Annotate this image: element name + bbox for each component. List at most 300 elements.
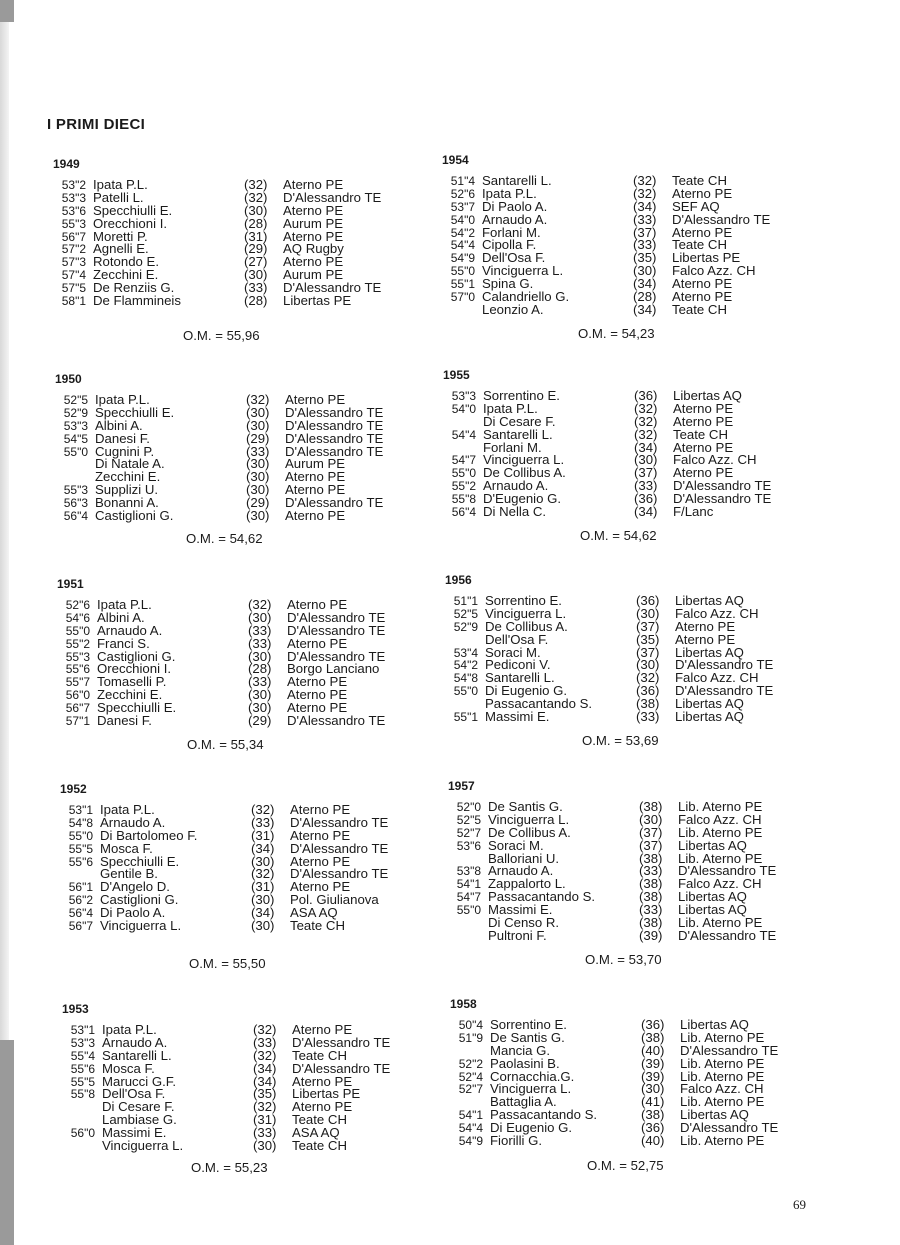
athlete-name: Danesi F. xyxy=(95,430,150,446)
athlete-age: (36) xyxy=(636,683,660,699)
athlete-age: (30) xyxy=(244,267,268,283)
athlete-name: Mosca F. xyxy=(100,840,153,856)
athlete-time: 55"3 xyxy=(63,483,88,498)
athlete-club: Libertas AQ xyxy=(678,889,747,905)
athlete-name: Castiglioni G. xyxy=(95,508,174,524)
athlete-age: (32) xyxy=(253,1022,277,1037)
athlete-age: (28) xyxy=(244,215,268,231)
athlete-age: (33) xyxy=(251,814,275,830)
athlete-club: Falco Azz. CH xyxy=(673,452,757,468)
athlete-name: Rotondo E. xyxy=(93,254,159,270)
athlete-time: 56"7 xyxy=(61,229,86,244)
athlete-time: 56"7 xyxy=(65,701,90,716)
athlete-time: 52"6 xyxy=(65,598,90,612)
athlete-club: D'Alessandro TE xyxy=(287,609,386,625)
athlete-club: Libertas PE xyxy=(292,1086,361,1102)
athlete-name: Castiglioni G. xyxy=(97,648,176,664)
athlete-age: (29) xyxy=(246,495,270,511)
athlete-name: Pultroni F. xyxy=(488,927,547,943)
athlete-age: (34) xyxy=(633,276,657,292)
athlete-time: 54"0 xyxy=(451,401,476,416)
athlete-time: 52"0 xyxy=(456,800,481,814)
athlete-time: 53"8 xyxy=(456,864,481,879)
athlete-club: Aurum PE xyxy=(285,456,346,472)
athlete-time: 55"1 xyxy=(450,277,475,292)
athlete-name: Orecchioni I. xyxy=(93,215,168,231)
athlete-time: 56"7 xyxy=(68,919,93,934)
athlete-club: D'Alessandro TE xyxy=(285,495,384,511)
athlete-club: Libertas AQ xyxy=(680,1017,749,1032)
athlete-club: Aterno PE xyxy=(292,1099,353,1115)
athlete-time: 55"6 xyxy=(68,854,93,869)
athlete-time: 55"0 xyxy=(456,903,481,918)
athlete-time: 54"4 xyxy=(450,238,475,253)
athlete-time: 52"5 xyxy=(453,606,478,621)
athlete-name: Cipolla F. xyxy=(482,237,537,253)
athlete-club: Falco Azz. CH xyxy=(680,1081,764,1097)
athlete-age: (34) xyxy=(633,198,657,214)
athlete-club: Aterno PE xyxy=(283,254,344,270)
athlete-club: Teate CH xyxy=(672,301,727,317)
athlete-club: Lib. Aterno PE xyxy=(678,799,763,814)
athlete-time: 54"1 xyxy=(456,877,481,892)
athlete-name: Ipata P.L. xyxy=(95,392,150,407)
athlete-name: Santarelli L. xyxy=(483,426,553,442)
athlete-age: (36) xyxy=(636,593,660,608)
average-om: O.M. = 55,23 xyxy=(191,1160,268,1175)
athlete-time: 51"4 xyxy=(450,174,475,188)
athlete-time: 54"4 xyxy=(451,427,476,442)
athlete-age: (34) xyxy=(634,439,658,455)
athlete-club: Aterno PE xyxy=(285,482,346,498)
athlete-age: (30) xyxy=(246,404,270,420)
year-heading: 1954 xyxy=(442,153,469,167)
athlete-club: Aterno PE xyxy=(283,202,344,218)
athlete-time: 54"8 xyxy=(453,671,478,686)
athlete-time: 53"6 xyxy=(456,838,481,853)
athlete-name: Passacantando S. xyxy=(485,696,593,712)
athlete-club: Aterno PE xyxy=(283,177,344,192)
athlete-age: (41) xyxy=(641,1094,665,1110)
athlete-club: D'Alessandro TE xyxy=(285,443,384,459)
athlete-club: Teate CH xyxy=(673,426,728,442)
year-heading: 1951 xyxy=(57,577,84,591)
athlete-age: (30) xyxy=(244,202,268,218)
athlete-name: Arnaudo A. xyxy=(100,814,166,830)
athlete-time: 55"0 xyxy=(451,466,476,481)
athlete-name: Zecchini E. xyxy=(97,687,163,703)
athlete-time: 54"2 xyxy=(453,658,478,673)
athlete-age: (31) xyxy=(244,228,268,244)
athlete-age: (30) xyxy=(246,508,270,524)
athlete-age: (32) xyxy=(251,802,275,817)
athlete-age: (38) xyxy=(639,889,663,905)
year-heading: 1952 xyxy=(60,782,87,796)
athlete-name: Specchiulli E. xyxy=(100,853,180,869)
athlete-time: 55"0 xyxy=(68,828,93,843)
athlete-club: D'Alessandro TE xyxy=(285,417,384,433)
athlete-name: Sorrentino E. xyxy=(485,593,562,608)
athlete-age: (34) xyxy=(634,504,658,520)
athlete-age: (30) xyxy=(633,263,657,279)
athlete-name: Vinciguerra L. xyxy=(485,605,567,621)
athlete-time: 55"8 xyxy=(451,492,476,507)
athlete-age: (30) xyxy=(641,1081,665,1097)
year-heading: 1953 xyxy=(62,1002,89,1016)
athlete-time: 53"3 xyxy=(70,1035,95,1050)
athlete-time: 55"5 xyxy=(70,1074,95,1089)
athlete-time: 55"5 xyxy=(68,841,93,856)
athlete-age: (39) xyxy=(641,1068,665,1084)
athlete-club: F/Lanc xyxy=(673,504,714,520)
athlete-club: Libertas PE xyxy=(672,250,741,266)
page-title: I PRIMI DIECI xyxy=(47,116,146,133)
athlete-age: (32) xyxy=(253,1099,277,1115)
athlete-name: Arnaudo A. xyxy=(102,1034,168,1050)
athlete-club: Aterno PE xyxy=(290,802,351,817)
athlete-name: Sorrentino E. xyxy=(490,1017,567,1032)
athlete-club: Aterno PE xyxy=(290,879,351,895)
athlete-club: Aterno PE xyxy=(287,700,348,716)
athlete-name: Battaglia A. xyxy=(490,1094,557,1110)
year-heading: 1949 xyxy=(53,157,80,171)
athlete-club: Lib. Aterno PE xyxy=(680,1055,765,1071)
athlete-name: Tomaselli P. xyxy=(97,674,167,690)
average-om: O.M. = 55,96 xyxy=(183,328,260,343)
athlete-club: D'Alessandro TE xyxy=(287,622,386,638)
athlete-club: Teate CH xyxy=(292,1138,347,1154)
athlete-time: 54"5 xyxy=(63,431,88,446)
athlete-name: Massimi E. xyxy=(102,1125,167,1141)
athlete-club: Libertas AQ xyxy=(678,902,747,918)
athlete-age: (33) xyxy=(244,280,268,296)
athlete-club: Aterno PE xyxy=(672,276,733,292)
athlete-name: Paolasini B. xyxy=(490,1055,560,1071)
athlete-club: Teate CH xyxy=(672,237,727,253)
athlete-name: Franci S. xyxy=(97,635,150,651)
athlete-club: ASA AQ xyxy=(290,905,338,921)
athlete-time: 56"3 xyxy=(63,496,88,511)
athlete-club: Aterno PE xyxy=(672,289,733,305)
athlete-name: Cugnini P. xyxy=(95,443,155,459)
athlete-age: (36) xyxy=(641,1017,665,1032)
athlete-club: Libertas AQ xyxy=(675,709,744,725)
athlete-club: D'Alessandro TE xyxy=(678,927,777,943)
athlete-time: 55"2 xyxy=(451,479,476,494)
athlete-name: Ipata P.L. xyxy=(100,802,155,817)
athlete-time: 52"5 xyxy=(456,812,481,827)
athlete-club: Libertas AQ xyxy=(675,593,744,608)
average-om: O.M. = 52,75 xyxy=(587,1158,664,1173)
athlete-age: (33) xyxy=(639,902,663,918)
athlete-club: Lib. Aterno PE xyxy=(678,850,763,866)
athlete-name: D'Angelo D. xyxy=(100,879,170,895)
athlete-age: (33) xyxy=(253,1125,277,1141)
athlete-name: Arnaudo A. xyxy=(488,863,554,879)
athlete-club: ASA AQ xyxy=(292,1125,340,1141)
athlete-age: (37) xyxy=(639,824,663,840)
athlete-name: Santarelli L. xyxy=(102,1047,172,1063)
athlete-time: 53"1 xyxy=(70,1023,95,1037)
athlete-name: De Collibus A. xyxy=(488,824,571,840)
athlete-time: 54"0 xyxy=(450,212,475,227)
athlete-age: (30) xyxy=(248,687,272,703)
athlete-name: Specchiulli E. xyxy=(97,700,177,716)
athlete-club: Lib. Aterno PE xyxy=(678,915,763,931)
athlete-age: (33) xyxy=(248,622,272,638)
athlete-name: Santarelli L. xyxy=(482,173,552,188)
athlete-name: Dell'Osa F. xyxy=(102,1086,166,1102)
year-heading: 1955 xyxy=(443,368,470,382)
athlete-name: Pediconi V. xyxy=(485,657,551,673)
athlete-time: 53"3 xyxy=(61,190,86,205)
athlete-club: Libertas AQ xyxy=(678,837,747,853)
athlete-age: (28) xyxy=(633,289,657,305)
spine-shadow-top xyxy=(0,0,14,22)
athlete-time: 53"7 xyxy=(450,199,475,214)
athlete-name: De Collibus A. xyxy=(483,465,566,481)
athlete-name: Arnaudo A. xyxy=(483,478,549,494)
athlete-name: Fiorilli G. xyxy=(490,1133,543,1149)
athlete-name: Vinciguerra L. xyxy=(483,452,565,468)
athlete-age: (28) xyxy=(248,661,272,677)
athlete-time: 55"7 xyxy=(65,675,90,690)
athlete-name: Santarelli L. xyxy=(485,670,555,686)
athlete-club: Aterno PE xyxy=(673,439,734,455)
athlete-time: 55"3 xyxy=(65,649,90,664)
athlete-name: De Renziis G. xyxy=(93,280,175,296)
athlete-time: 55"0 xyxy=(63,444,88,459)
athlete-time: 52"4 xyxy=(458,1069,483,1084)
athlete-club: Aterno PE xyxy=(287,687,348,703)
athlete-age: (30) xyxy=(248,700,272,716)
athlete-name: Albini A. xyxy=(97,609,145,625)
athlete-name: Sorrentino E. xyxy=(483,388,560,403)
athlete-club: Aterno PE xyxy=(285,392,346,407)
athlete-age: (35) xyxy=(636,631,660,647)
athlete-club: Aterno PE xyxy=(285,469,346,485)
athlete-time: 50"4 xyxy=(458,1018,483,1032)
athlete-age: (30) xyxy=(639,811,663,827)
athlete-club: Libertas AQ xyxy=(675,696,744,712)
athlete-club: Falco Azz. CH xyxy=(678,876,762,892)
athlete-age: (33) xyxy=(253,1034,277,1050)
athlete-time: 54"1 xyxy=(458,1108,483,1123)
athlete-club: Aterno PE xyxy=(287,674,348,690)
athlete-age: (30) xyxy=(246,469,270,485)
athlete-age: (32) xyxy=(248,597,272,612)
athlete-club: Borgo Lanciano xyxy=(287,661,380,677)
athlete-club: Aterno PE xyxy=(672,224,733,240)
athlete-time: 57"4 xyxy=(61,268,86,283)
athlete-age: (37) xyxy=(636,618,660,634)
athlete-name: Forlani M. xyxy=(483,439,542,455)
athlete-time: 56"1 xyxy=(68,880,93,895)
athlete-time: 53"2 xyxy=(61,178,86,192)
athlete-club: Lib. Aterno PE xyxy=(678,824,763,840)
athlete-time: 52"9 xyxy=(63,405,88,420)
athlete-time: 57"5 xyxy=(61,281,86,296)
athlete-name: Di Censo R. xyxy=(488,915,560,931)
athlete-club: D'Alessandro TE xyxy=(680,1120,779,1136)
athlete-time: 56"4 xyxy=(451,505,476,520)
athlete-name: Albini A. xyxy=(95,417,143,433)
athlete-name: Patelli L. xyxy=(93,189,144,205)
athlete-club: Aterno PE xyxy=(290,853,351,869)
athlete-time: 56"0 xyxy=(65,688,90,703)
athlete-name: Soraci M. xyxy=(485,644,541,660)
athlete-club: D'Alessandro TE xyxy=(673,478,772,494)
athlete-name: De Collibus A. xyxy=(485,618,568,634)
athlete-age: (33) xyxy=(639,863,663,879)
athlete-club: Aterno PE xyxy=(283,228,344,244)
athlete-age: (31) xyxy=(251,827,275,843)
athlete-club: D'Alessandro TE xyxy=(672,211,771,227)
year-heading: 1958 xyxy=(450,997,477,1011)
athlete-club: Aterno PE xyxy=(673,400,734,416)
athlete-age: (30) xyxy=(246,417,270,433)
athlete-time: 55"2 xyxy=(65,636,90,651)
athlete-age: (33) xyxy=(633,237,657,253)
athlete-name: Vinciguerra L. xyxy=(100,918,182,934)
athlete-name: Spina G. xyxy=(482,276,534,292)
athlete-age: (30) xyxy=(251,918,275,934)
athlete-age: (37) xyxy=(634,465,658,481)
athlete-age: (38) xyxy=(636,696,660,712)
athlete-club: Teate CH xyxy=(292,1047,347,1063)
athlete-time: 54"2 xyxy=(450,225,475,240)
athlete-time: 55"0 xyxy=(450,264,475,279)
athlete-club: Teate CH xyxy=(290,918,345,934)
athlete-age: (29) xyxy=(244,241,268,257)
athlete-name: Zecchini E. xyxy=(95,469,161,485)
athlete-club: Libertas AQ xyxy=(680,1107,749,1123)
athlete-age: (32) xyxy=(634,413,658,429)
athlete-time: 53"6 xyxy=(61,203,86,218)
athlete-time: 55"6 xyxy=(70,1061,95,1076)
spine-shadow-bottom xyxy=(0,1040,14,1245)
athlete-age: (32) xyxy=(634,426,658,442)
athlete-time: 55"6 xyxy=(65,662,90,677)
athlete-club: D'Alessandro TE xyxy=(283,189,382,205)
athlete-club: Aterno PE xyxy=(287,597,348,612)
year-heading: 1957 xyxy=(448,779,475,793)
athlete-name: Zecchini E. xyxy=(93,267,159,283)
athlete-name: Vinciguerra L. xyxy=(490,1081,572,1097)
athlete-name: De Santis G. xyxy=(488,799,563,814)
athlete-time: 51"9 xyxy=(458,1030,483,1045)
athlete-name: De Flammineis xyxy=(93,293,181,309)
athlete-name: Vinciguerra L. xyxy=(488,811,570,827)
athlete-age: (39) xyxy=(639,927,663,943)
athlete-time: 56"0 xyxy=(70,1126,95,1141)
athlete-name: Arnaudo A. xyxy=(97,622,163,638)
athlete-age: (40) xyxy=(641,1042,665,1058)
athlete-name: Di Cesare F. xyxy=(483,413,556,429)
page-number: 69 xyxy=(793,1197,806,1212)
athlete-time: 53"3 xyxy=(63,418,88,433)
athlete-name: Bonanni A. xyxy=(95,495,159,511)
athlete-club: Lib. Aterno PE xyxy=(680,1133,765,1149)
athlete-name: Dell'Osa F. xyxy=(482,250,546,266)
athlete-time: 57"0 xyxy=(450,290,475,305)
athlete-age: (29) xyxy=(246,430,270,446)
athlete-age: (38) xyxy=(641,1107,665,1123)
athlete-age: (38) xyxy=(639,799,663,814)
athlete-age: (34) xyxy=(251,840,275,856)
athlete-age: (38) xyxy=(641,1029,665,1045)
athlete-time: 57"3 xyxy=(61,255,86,270)
average-om: O.M. = 55,34 xyxy=(187,737,264,752)
athlete-age: (30) xyxy=(251,892,275,908)
athlete-age: (35) xyxy=(633,250,657,266)
athlete-name: Marucci G.F. xyxy=(102,1073,177,1089)
athlete-club: D'Alessandro TE xyxy=(292,1034,391,1050)
athlete-age: (30) xyxy=(248,648,272,664)
athlete-name: Danesi F. xyxy=(97,713,152,729)
athlete-club: D'Alessandro TE xyxy=(285,430,384,446)
athlete-time: 52"7 xyxy=(456,825,481,840)
athlete-name: Di Eugenio G. xyxy=(485,683,568,699)
athlete-name: Forlani M. xyxy=(482,224,541,240)
athlete-age: (33) xyxy=(634,478,658,494)
athlete-age: (37) xyxy=(633,224,657,240)
athlete-time: 56"2 xyxy=(68,893,93,908)
average-om: O.M. = 55,50 xyxy=(189,956,266,971)
athlete-club: AQ Rugby xyxy=(283,241,344,257)
athlete-time: 51"1 xyxy=(453,594,478,608)
athlete-name: Gentile B. xyxy=(100,866,158,882)
athlete-name: Di Cesare F. xyxy=(102,1099,175,1115)
athlete-club: D'Alessandro TE xyxy=(290,840,389,856)
athlete-name: Orecchioni I. xyxy=(97,661,172,677)
athlete-name: Arnaudo A. xyxy=(482,211,548,227)
athlete-age: (30) xyxy=(248,609,272,625)
athlete-club: Libertas PE xyxy=(283,293,352,309)
athlete-name: Specchiulli E. xyxy=(95,404,175,420)
athlete-name: Soraci M. xyxy=(488,837,544,853)
athlete-age: (34) xyxy=(253,1060,277,1076)
athlete-time: 52"5 xyxy=(63,393,88,407)
athlete-name: Agnelli E. xyxy=(93,241,149,257)
athlete-name: Specchiulli E. xyxy=(93,202,173,218)
athlete-club: Falco Azz. CH xyxy=(675,670,759,686)
athlete-time: 52"6 xyxy=(450,186,475,201)
athlete-time: 55"3 xyxy=(61,216,86,231)
athlete-name: Balloriani U. xyxy=(488,850,560,866)
athlete-age: (28) xyxy=(244,293,268,309)
athlete-age: (37) xyxy=(639,837,663,853)
athlete-club: Aurum PE xyxy=(283,267,344,283)
athlete-name: De Santis G. xyxy=(490,1029,565,1045)
athlete-name: Ipata P.L. xyxy=(102,1022,157,1037)
athlete-time: 55"4 xyxy=(70,1048,95,1063)
athlete-age: (32) xyxy=(636,670,660,686)
athlete-name: Di Nella C. xyxy=(483,504,547,520)
athlete-time: 54"7 xyxy=(451,453,476,468)
athlete-club: Aterno PE xyxy=(292,1022,353,1037)
athlete-time: 55"0 xyxy=(453,684,478,699)
athlete-club: Aterno PE xyxy=(672,185,733,201)
athlete-age: (30) xyxy=(636,605,660,621)
athlete-club: Aterno PE xyxy=(675,631,736,647)
athlete-age: (34) xyxy=(251,905,275,921)
athlete-age: (30) xyxy=(246,482,270,498)
athlete-name: Di Bartolomeo F. xyxy=(100,827,198,843)
athlete-club: Falco Azz. CH xyxy=(675,605,759,621)
athlete-age: (30) xyxy=(636,657,660,673)
athlete-name: Passacantando S. xyxy=(490,1107,598,1123)
